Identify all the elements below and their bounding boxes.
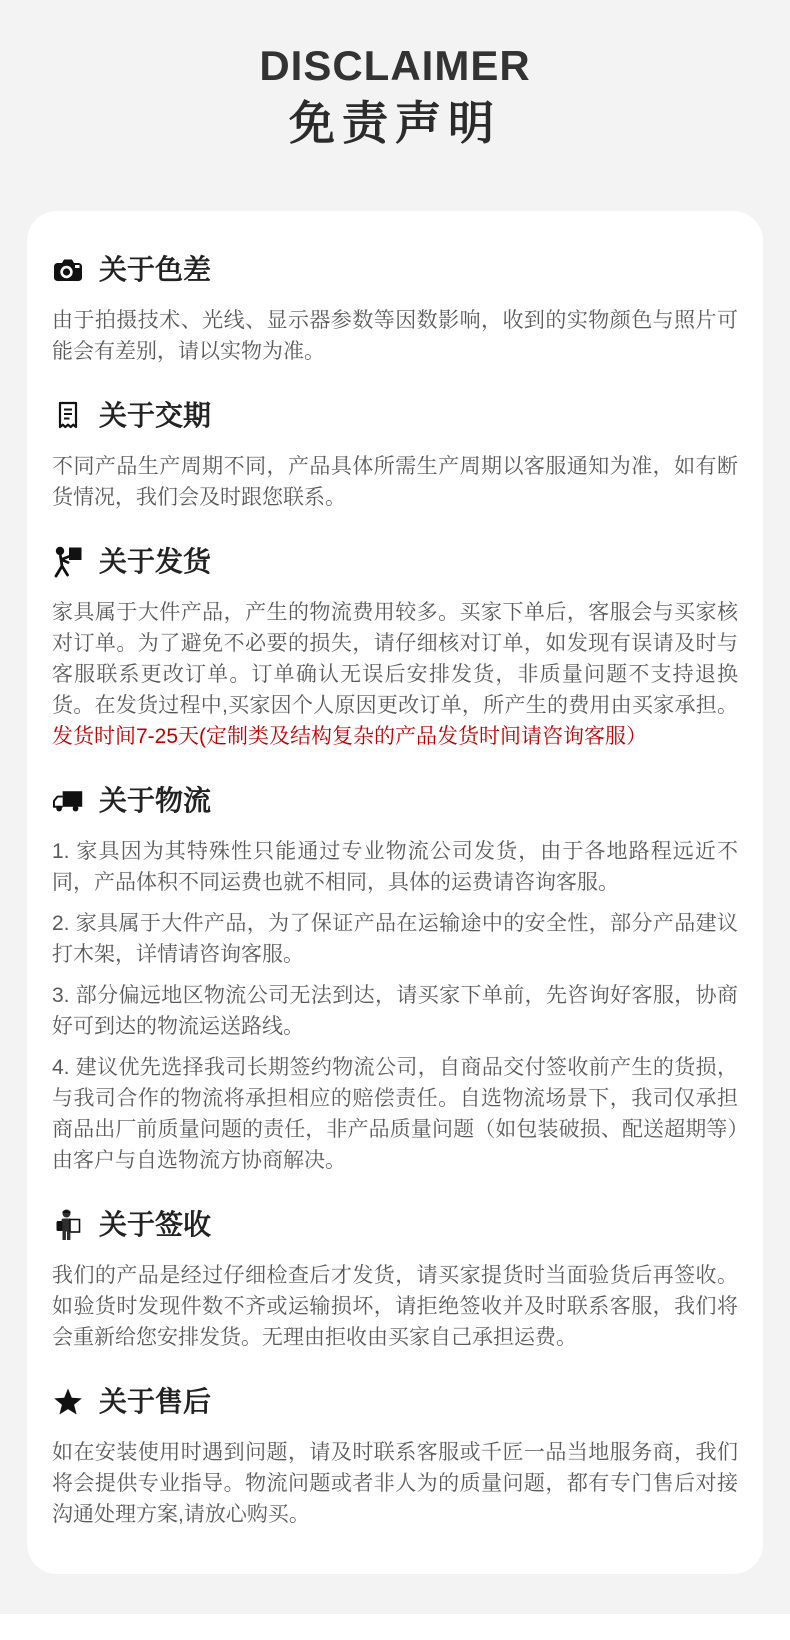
star-icon xyxy=(52,1385,84,1419)
section-heading-row xyxy=(52,1208,738,1242)
section-title: 关于发货 xyxy=(99,545,212,577)
receipt-icon xyxy=(52,399,84,433)
section-after-sales xyxy=(52,1385,738,1530)
section-body-paragraph: 不同产品生产周期不同，产品具体所需生产周期以客服通知为准，如有断货情况，我们会及时跟您联系。 xyxy=(52,454,738,509)
section-body-paragraph: 如在安装使用时遇到问题，请及时联系客服或千匠一品当地服务商，我们将会提供专业指导。物流问题或者非人为的质量问题，都有专门售后对接沟通处理方案,请放心购买。 xyxy=(52,1440,738,1526)
page-title-chinese: 免责声明 xyxy=(289,97,501,150)
deliveryman-icon xyxy=(52,1208,84,1242)
disclaimer-card xyxy=(27,211,763,1574)
section-color-difference xyxy=(52,253,738,367)
section-body-paragraph: 3. 部分偏远地区物流公司无法到达，请买家下单前，先咨询好客服，协商好可到达的物流运送路线。 xyxy=(52,983,738,1038)
section-body-paragraph xyxy=(52,597,738,752)
section-body xyxy=(52,1260,738,1353)
section-title: 关于色差 xyxy=(99,253,212,285)
page-title-english: DISCLAIMER xyxy=(259,42,531,89)
camera-icon xyxy=(52,253,84,287)
section-body-paragraph: 4. 建议优先选择我司长期签约物流公司，自商品交付签收前产生的货损，与我司合作的物流将承担相应的赔偿责任。自选物流场景下，我司仅承担商品出厂前质量问题的责任，非产品质量问题（如包装破损、配送超期等）由客户与自选物流方协商解决。 xyxy=(52,1055,738,1172)
section-body xyxy=(52,597,738,752)
section-body xyxy=(52,451,738,513)
section-delivery-period xyxy=(52,399,738,513)
section-sign-receipt xyxy=(52,1208,738,1353)
page-header xyxy=(0,0,790,149)
section-logistics xyxy=(52,784,738,1176)
section-body xyxy=(52,836,738,1176)
section-title: 关于签收 xyxy=(99,1208,212,1240)
shipping-highlight: 发货时间7-25天(定制类及结构复杂的产品发货时间请咨询客服） xyxy=(52,724,648,748)
section-heading-row xyxy=(52,253,738,287)
section-heading-row xyxy=(52,545,738,579)
section-title: 关于交期 xyxy=(99,399,212,431)
section-body xyxy=(52,1437,738,1530)
section-heading-row xyxy=(52,399,738,433)
section-body-paragraph: 1. 家具因为其特殊性只能通过专业物流公司发货，由于各地路程远近不同，产品体积不同运费也就不相同，具体的运费请咨询客服。 xyxy=(52,839,738,894)
section-body-paragraph: 我们的产品是经过仔细检查后才发货，请买家提货时当面验货后再签收。如验货时发现件数不齐或运输损坏，请拒绝签收并及时联系客服，我们将会重新给您安排发货。无理由拒收由买家自己承担运费。 xyxy=(52,1263,738,1349)
shipping-text: 家具属于大件产品，产生的物流费用较多。买家下单后，客服会与买家核对订单。为了避免不必要的损失，请仔细核对订单，如发现有误请及时与客服联系更改订单。订单确认无误后安排发货，非质量问题不支持退换货。在发货过程中,买家因个人原因更改订单，所产生的费用由买家承担。 xyxy=(52,600,738,717)
section-shipping xyxy=(52,545,738,752)
section-heading-row xyxy=(52,1385,738,1419)
section-body xyxy=(52,305,738,367)
bottom-white-strip xyxy=(0,1614,790,1640)
truck-icon xyxy=(52,784,84,818)
section-heading-row xyxy=(52,784,738,818)
section-title: 关于售后 xyxy=(99,1385,212,1417)
courier-icon xyxy=(52,545,84,579)
section-body-paragraph: 2. 家具属于大件产品，为了保证产品在运输途中的安全性，部分产品建议打木架，详情请咨询客服。 xyxy=(52,911,738,966)
section-title: 关于物流 xyxy=(99,784,212,816)
section-body-paragraph: 由于拍摄技术、光线、显示器参数等因数影响，收到的实物颜色与照片可能会有差别，请以实物为准。 xyxy=(52,308,738,363)
